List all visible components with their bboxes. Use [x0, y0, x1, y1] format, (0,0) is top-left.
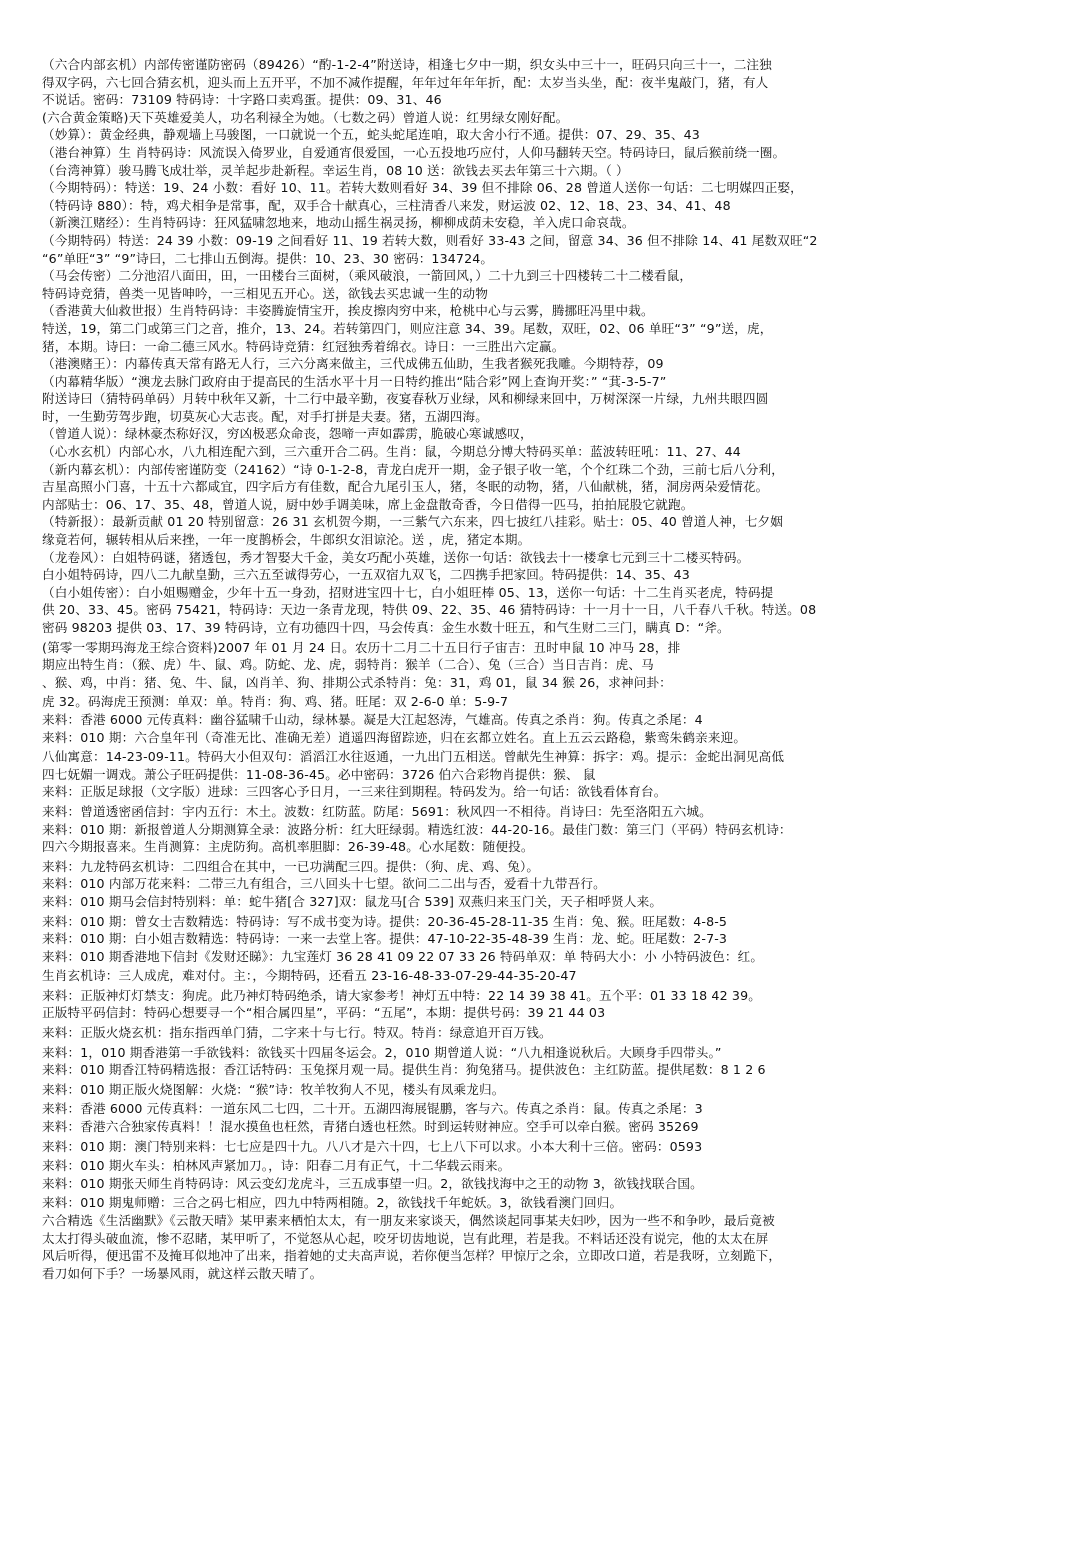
text-line: 来料：010 期：新报曾道人分期测算全录：波路分析：红大旺绿弱。精选红波：44-20-16。最佳门数：第三门（平码）特码玄机诗： — [42, 821, 792, 837]
text-line: 四七妩媚一调戏。萧公子旺码提供：11-08-36-45。必中密码：3726 伯六合彩物肖提供：猴、 鼠 — [42, 766, 596, 782]
text-line: 太太打得头破血流，惨不忍睹，某甲听了，不觉怒从心起，咬牙切齿地说，岂有此理，若是我。不料话还没有说完，他的太太在屏 — [42, 1230, 769, 1246]
text-line: 时，一生勤劳驾步跑，切莫灰心大志丧。配，对手打拼是夫妻。猪，五湖四海。 — [42, 408, 489, 424]
text-line: 生肖玄机诗：三人成虎，难对付。主：，今期特码，还看五 23-16-48-33-07-29-44-35-20-47 — [42, 968, 577, 984]
text-line: 风后听得，便迅雷不及掩耳似地冲了出来，指着她的丈夫高声说，若你便当怎样？甲惊厅之余，立即改口道，若是我呀，立刻跪下， — [42, 1248, 782, 1264]
text-line: （心水玄机）内部心水，八九相连配六到，三六重开合二码。生肖：鼠，今期总分博大特码买单：蓝波转旺吼：11、27、44 — [42, 444, 741, 460]
text-line: 附送诗曰（猜特码单码）月转中秋年又新，十二行中最辛勤，夜宴春秋万业绿，风和柳绿来回中，万树深深一片绿，九州共眼四圆 — [42, 391, 769, 407]
text-line: 缘竟若何，辗转相从后来挫，一年一度鹊桥会，牛郎织女泪谅沦。送 ，虎，猪定本期。 — [42, 532, 531, 548]
text-line: “6”单旺“3” “9”诗曰，二七排山五倒海。提供：10、23、30 密码：134724。 — [42, 250, 494, 266]
text-line: 看刀如何下手？一场暴风雨，就这样云散天晴了。 — [42, 1265, 323, 1281]
text-line: 来料：正版足球报（文字版）进球：三四客心予日月，一三来往到期程。特码发为。给一句话：欲钱看体育台。 — [42, 784, 667, 800]
text-line: 虎 32。码海虎王预测：单双：单。特肖：狗、鸡、猪。旺尾：双 2-6-0 单：5-9-7 — [42, 694, 509, 710]
text-line: 来料：010 期香江特码精选报：香江话特码：玉兔探月观一局。提供生肖：狗兔猪马。提供波色：主红防蓝。提供尾数：8 1 2 6 — [42, 1062, 766, 1078]
text-line: 内部贴士：06、17、35、48，曾道人说，厨中妙手调美味，席上金盘散奇香，今日借得一匹马，拍拍屁股它就跑。 — [42, 496, 694, 512]
text-line: 供 20、33、45。密码 75421，特码诗：天边一条青龙现，特供 09、22、35、46 猜特码诗：十一月十一日，八千春八千秋。特送。08 — [42, 602, 817, 618]
text-line: （新澳江赌经）：生肖特码诗：狂风猛啸忽地来，地动山摇生祸灵扬，柳柳成荫未安稳，羊入虎口命哀哉。 — [42, 215, 635, 231]
text-line: 特码诗竞猜，兽类一见皆呻吟，一三相见五开心。送，欲钱去买忠诚一生的动物 — [42, 285, 489, 301]
text-line: （台湾神算）骏马腾飞成壮举，灵羊起步赴新程。幸运生肖，08 10 送：欲钱去买去年第三十六期。（ ） — [42, 162, 629, 178]
text-line: 来料：1，010 期香港第一手欲钱料：欲钱买十四届冬运会。2，010 期曾道人说：“八九相逢说秋后。大顾身手四带头。” — [42, 1044, 722, 1060]
text-line: 来料：010 期张天师生肖特码诗：风云变幻龙虎斗，三五成事望一归。2，欲钱找海中之王的动物 3，欲钱找联合国。 — [42, 1175, 703, 1191]
text-line: （港澳赌王）：内幕传真天常有路无人行，三六分离来做主，三代成佛五仙助，生我者猴死我雕。今期特荐，09 — [42, 356, 664, 372]
text-line: 正版特平码信封：特码心想要寻一个“相合属四星”，平码：“五尾”，本期：提供号码：39 21 44 03 — [42, 1005, 606, 1021]
text-line: 来料：香港六合独家传真料！！混水摸鱼也枉然，青猪白透也枉然。时到运转财神应。空手可以牵白猴。密码 35269 — [42, 1119, 699, 1135]
text-line: 来料：正版火烧玄机：指东指西单门猜，二字来十与七行。特双。特肖：绿意追开百万钱。 — [42, 1025, 552, 1041]
text-line: （龙卷风）：白姐特码谜，猪透包，秀才智娶大千金，美女巧配小英雄，送你一句话：欲钱去十一楼拿七元到三十二楼买特码。 — [42, 549, 750, 565]
text-line: 四六今期报喜来。生肖测算：主虎防狗。高机率胆脚：26-39-48。心水尾数：随便投。 — [42, 839, 534, 855]
text-line: （六合内部玄机）内部传密谨防密码（89426）“酌-1-2-4”附送诗，相逢七夕中一期，织女头中三十一，旺码只向三十一，二注独 — [42, 57, 772, 72]
text-line: （香港黄大仙救世报）生肖特码诗：丰姿腾旋情宝开，挨皮擦肉穷中来，枪桃中心与云雾，腾挪旺冯里中栽。 — [42, 303, 654, 319]
text-line: （特码诗 880）：特，鸡犬相争是常事，配，双手合十献真心，三柱清香八来发，财运波 02、12、18、23、34、41、48 — [42, 197, 731, 213]
text-line: 吉星高照小门喜，十五十六都咸宜，四字后方有佳数，配合九尾引玉人，猪，冬眠的动物，猪，八仙献桃，猪，洞房两朵爱情花。 — [42, 479, 769, 495]
text-line: （曾道人说）：绿林豪杰称好汉，穷凶极恶众命丧，怨啼一声如霹雳，脆破心寒诚感叹， — [42, 426, 533, 442]
text-line: （港台神算）生 肖特码诗：风流误入倚罗业，自爱通宵佷爱国，一心五投地巧应付，人仰马翻转天空。特码诗曰，鼠后猴前绕一圈。 — [42, 144, 786, 160]
text-line: （新内幕玄机）：内部传密谨防变（24162）“诗 0-1-2-8，青龙白虎开一期，金子银子收一笔，个个红珠二个劲，三前七后八分利， — [42, 461, 785, 477]
text-line: （今期特码）：特送：19、24 小数：看好 10、11。若转大数则看好 34、39 但不排除 06、28 曾道人送你一句话：二七明媒四正娶， — [42, 180, 803, 196]
text-line: 期应出特生肖：（猴、虎）牛、鼠、鸡。防蛇、龙、虎，弱特肖：猴羊（二合）、兔（三合）当日吉肖：虎、马 — [42, 657, 654, 673]
text-line: 得双字码，六七回合猜玄机，迎头而上五开平，不加不减作提醒，年年过年年年折，配：太岁当头坐，配：夜半鬼敲门，猪，有人 — [42, 74, 769, 90]
text-line: （内幕精华版）“澳龙去脉门政府由于提高民的生活水平十月一日特约推出“陆合彩”网上查询开奖：” “萁-3-5-7” — [42, 373, 667, 389]
text-line: 来料：010 期：白小姐吉数精选：特码诗：一来一去堂上客。提供：47-10-22-35-48-39 生肖：龙、蛇。旺尾数：2-7-3 — [42, 931, 728, 947]
text-line: 来料：010 期：澳门特别来料：七七应是四十九。八八才是六十四，七上八下可以求。小本大利十三倍。密码：0593 — [42, 1138, 703, 1154]
text-line: 、猴、鸡，中肖：猪、兔、牛、鼠，凶肖羊、狗、排期公式杀特肖：兔：31，鸡 01，鼠 34 猴 26，求神问卦： — [42, 674, 672, 690]
text-line: 六合精选《生活幽默》《云散天晴》某甲素来栖怕太太，有一朋友来家谈天，偶然谈起同事某夫妇吵，因为一些不和争吵，最后竟被 — [42, 1213, 775, 1228]
text-line: （今期特码）特送：24 39 小数：09-19 之间看好 11、19 若转大数，则看好 33-43 之间，留意 34、36 但不排除 14、41 尾数双旺“2 — [42, 232, 818, 248]
text-line: 来料：九龙特码玄机诗：二四组合在其中，一已功满配三四。提供：（狗、虎、鸡、兔）。 — [42, 858, 540, 874]
text-line: （特新报）：最新贡献 01 20 特别留意：26 31 玄机贺今期，一三紫气六东来，四七披红八挂彩。贴士：05、40 曾道人神，七夕姻 — [42, 514, 784, 530]
text-line: 来料：正版神灯灯禁支：狗虎。此乃神灯特码绝杀，请大家参考！神灯五中特：22 14 39 38 41。五个平：01 33 18 42 39。 — [42, 987, 761, 1003]
text-line: 来料：010 期正版火烧图解：火烧：“猴”诗：牧羊牧狗人不见，楼头有凤乘龙归。 — [42, 1081, 505, 1097]
text-line: 来料：香港 6000 元传真料：幽谷猛啸千山动，绿林暴。凝是大江起怒涛，气雄高。传真之杀肖：狗。传真之杀尾：4 — [42, 711, 703, 727]
text-line: 来料：010 期：曾女士吉数精选：特码诗：写不成书变为诗。提供：20-36-45-28-11-35 生肖：兔、猴。旺尾数：4-8-5 — [42, 913, 728, 929]
text-line: （马会传密）二分池沼八面田，田，一田楼台三面树，（乘风破浪，一箭回风，）二十九到三十四楼转二十二楼看鼠， — [42, 268, 693, 284]
text-line: 来料：香港 6000 元传真料：一道东风二七四，二十开。五湖四海展锟鹏，客与六。传真之杀肖：鼠。传真之杀尾：3 — [42, 1101, 703, 1117]
text-line: 来料：010 期香港地下信封《发财还睇》：九宝莲灯 36 28 41 09 22 07 33 26 特码单双：单 特码大小：小 小特码波色：红。 — [42, 948, 764, 964]
text-line: 猪，本期。诗曰：一命二德三风水。特码诗竞猜：红冠独秀着绵衣。诗日：一三胜出六定赢。 — [42, 338, 565, 354]
text-line: 来料：010 期火车头：柏林风声紧加刀。，诗：阳春二月有正气，十二华载云雨来。 — [42, 1158, 511, 1174]
text-line: 来料：010 期鬼师赠：三合之码七相应，四九中特两相随。2，欲钱找千年蛇妖。3，欲钱看澳门回归。 — [42, 1195, 623, 1211]
text-line: 来料：010 期：六合皇年刊（奇准无比、准确无差）逍遥四海留踪迹，归在玄都立姓名。直上五云云路稳，紫鸾朱鹤亲来迎。 — [42, 729, 747, 745]
text-line: (第零一零期玛海龙王综合资料)2007 年 01 月 24 日。农历十二月二十五日行子宙吉：丑时申鼠 10 冲马 28，排 — [42, 639, 681, 655]
text-line: （妙算）：黄金经典，静观墙上马骏图，一口就说一个五，蛇头蛇尾连咱，取大舍小行不通。提供：07、29、35、43 — [42, 127, 700, 143]
text-line: 来料：曾道透密函信封：宇内五行：木土。波数：红防蓝。防尾：5691：秋风四一不相待。肖诗曰：先至洛阳五六城。 — [42, 803, 712, 819]
text-line: （白小姐传密）：白小姐赐赠金，少年十五一身劲，招财进宝四十七，白小姐旺棒 05、13，送你一句话：十二生肖买老虎，特码提 — [42, 584, 774, 600]
text-line: 不说话。密码：73109 特码诗：十字路口卖鸡蛋。提供：09、31、46 — [42, 92, 442, 108]
text-line: 白小姐特码诗，四八二九献皇勤，三六五至诚得劳心，一五双宿九双飞，二四携手把家回。特码提供：14、35、43 — [42, 567, 690, 583]
text-line: 来料：010 内部万花来料：二带三九有组合，三八回头十七望。欲问二二出与否，爱看十九带吾行。 — [42, 876, 606, 892]
text-line: 特送，19，第二门或第三门之音，推介，13、24。若转第四门，则应注意 34、39。尾数，双旺，02、06 单旺“3” “9”送，虎， — [42, 320, 773, 336]
text-line: 密码 98203 提供 03、17、39 特码诗，立有功德四十四，马会传真：金生水数十旺五，和气生财二三门，瞒真 D：“斧。 — [42, 620, 730, 635]
text-line: 八仙寓意：14-23-09-11。特码大小但双句：滔滔江水往返通，一九出门五相送。曾献先生神算：拆字：鸡。提示：金蛇出洞见高低 — [42, 749, 785, 765]
document-body — [42, 56, 1038, 1506]
text-line: 来料：010 期马会信封特别料：单：蛇牛猪[合 327]双：鼠龙马[合 539] 双燕归来玉门关，天子相呼贤人来。 — [42, 893, 663, 909]
text-line: (六合黄金策略)天下英雄爱美人，功名利禄全为她。（七数之码）曾道人说：红男绿女刚好配。 — [42, 109, 569, 125]
